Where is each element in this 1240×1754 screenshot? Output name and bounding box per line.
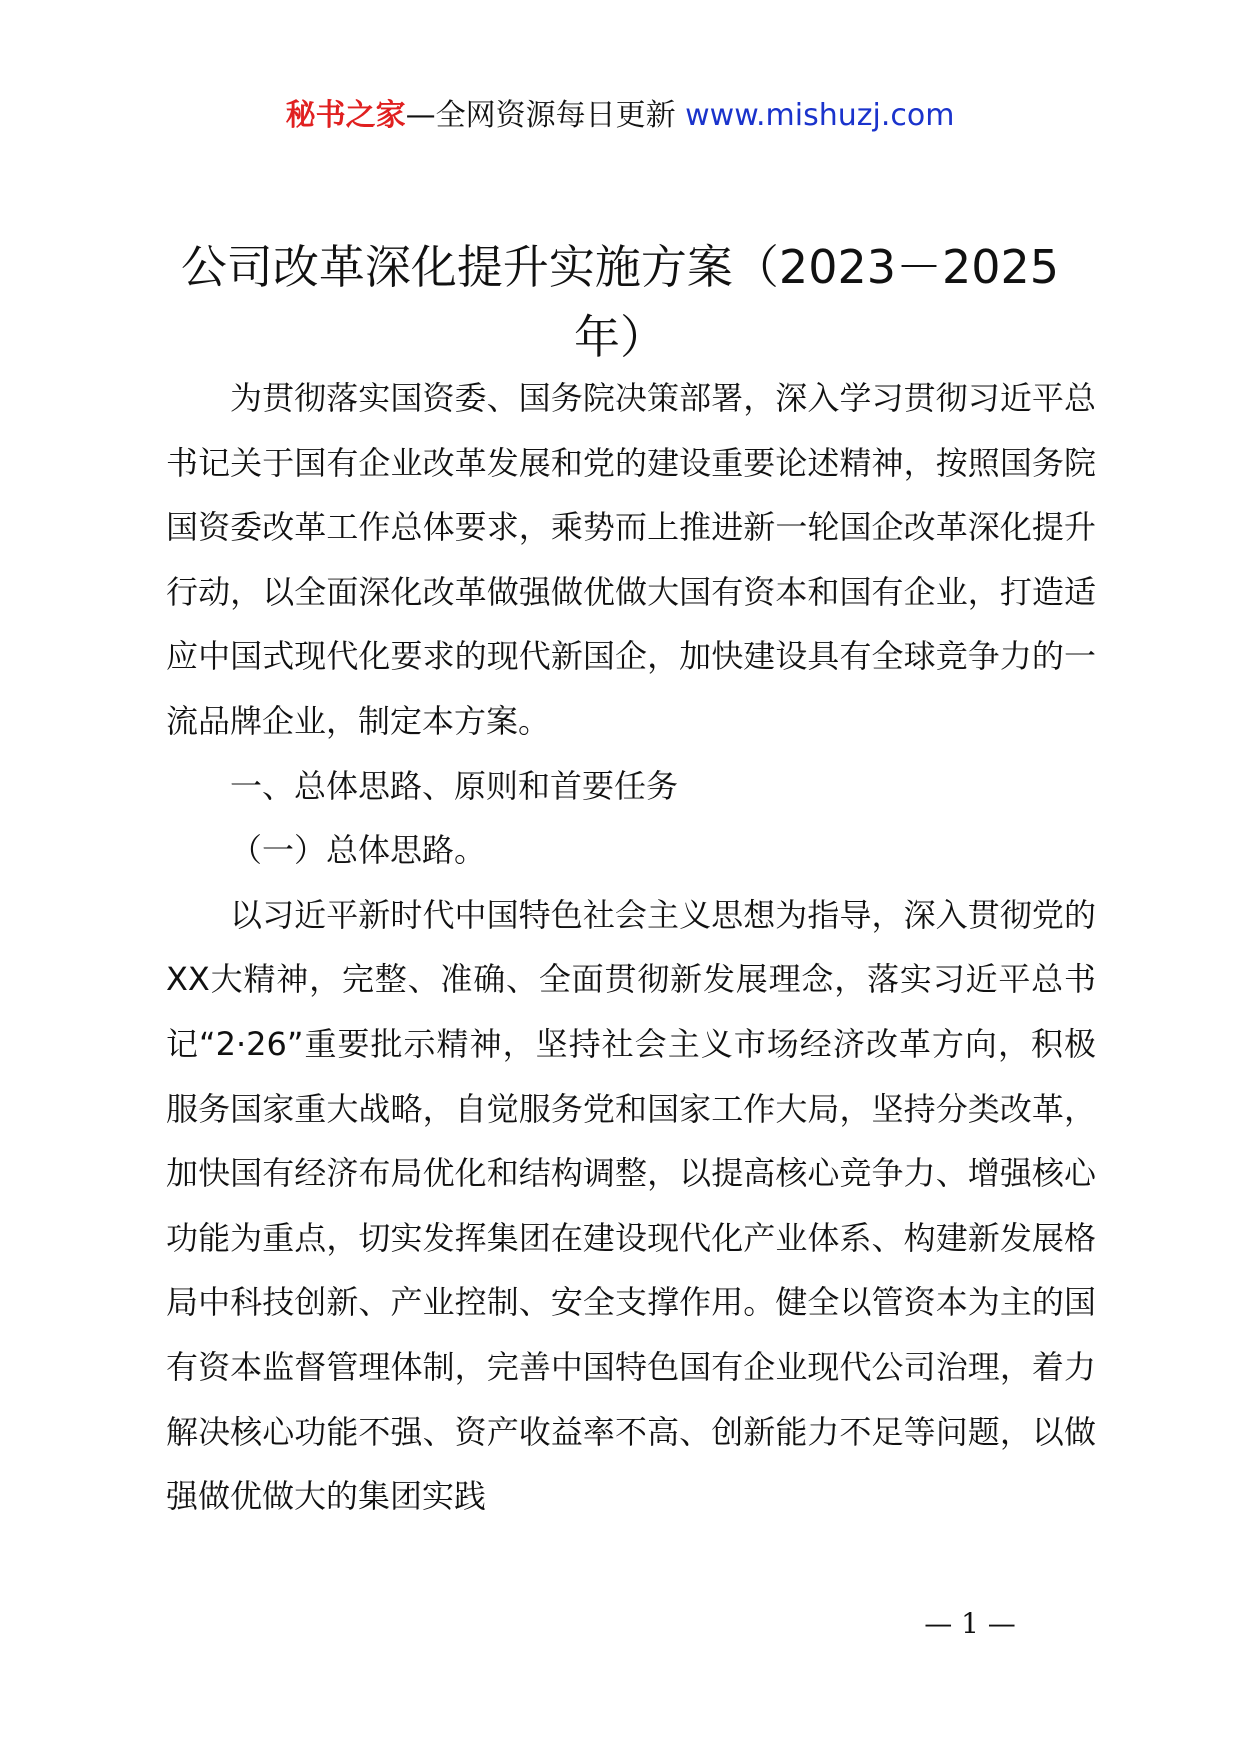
page-number: — 1 —	[924, 1607, 1016, 1640]
section-heading: 一、总体思路、原则和首要任务	[230, 766, 679, 805]
document-body	[166, 366, 1096, 1529]
subsection-heading: （一）总体思路。	[230, 831, 487, 870]
document-title-line-1: 公司改革深化提升实施方案（2023－2025	[180, 240, 1060, 294]
site-brand: 秘书之家	[285, 98, 406, 133]
document-title	[160, 232, 1080, 372]
site-url-link[interactable]: www.mishuzj.com	[685, 98, 955, 133]
document-title-line-2: 年）	[574, 310, 666, 364]
site-slogan: —全网资源每日更新	[405, 98, 686, 133]
body-paragraph: 以习近平新时代中国特色社会主义思想为指导，深入贯彻党的XX大精神，完整、准确、全面贯彻新发展理念，落实习近平总书记“2·26”重要批示精神，坚持社会主义市场经济改革方向，积极服务国家重大战略，自觉服务党和国家工作大局，坚持分类改革，加快国有经济布局优化和结构调整，以提高核心竞争力、增强核心功能为重点，切实发挥集团在建设现代化产业体系、构建新发展格局中科技创新、产业控制、安全支撑作用。健全以管资本为主的国有资本监督管理体制，完善中国特色国有企业现代公司治理，着力解决核心功能不强、资产收益率不高、创新能力不足等问题，以做强做优做大的集团实践	[166, 895, 1096, 1516]
intro-paragraph: 为贯彻落实国资委、国务院决策部署，深入学习贯彻习近平总书记关于国有企业改革发展和党的建设重要论述精神，按照国务院国资委改革工作总体要求，乘势而上推进新一轮国企改革深化提升行动，以全面深化改革做强做优做大国有资本和国有企业，打造适应中国式现代化要求的现代新国企，加快建设具有全球竞争力的一流品牌企业，制定本方案。	[166, 379, 1096, 740]
site-header	[0, 96, 1240, 136]
